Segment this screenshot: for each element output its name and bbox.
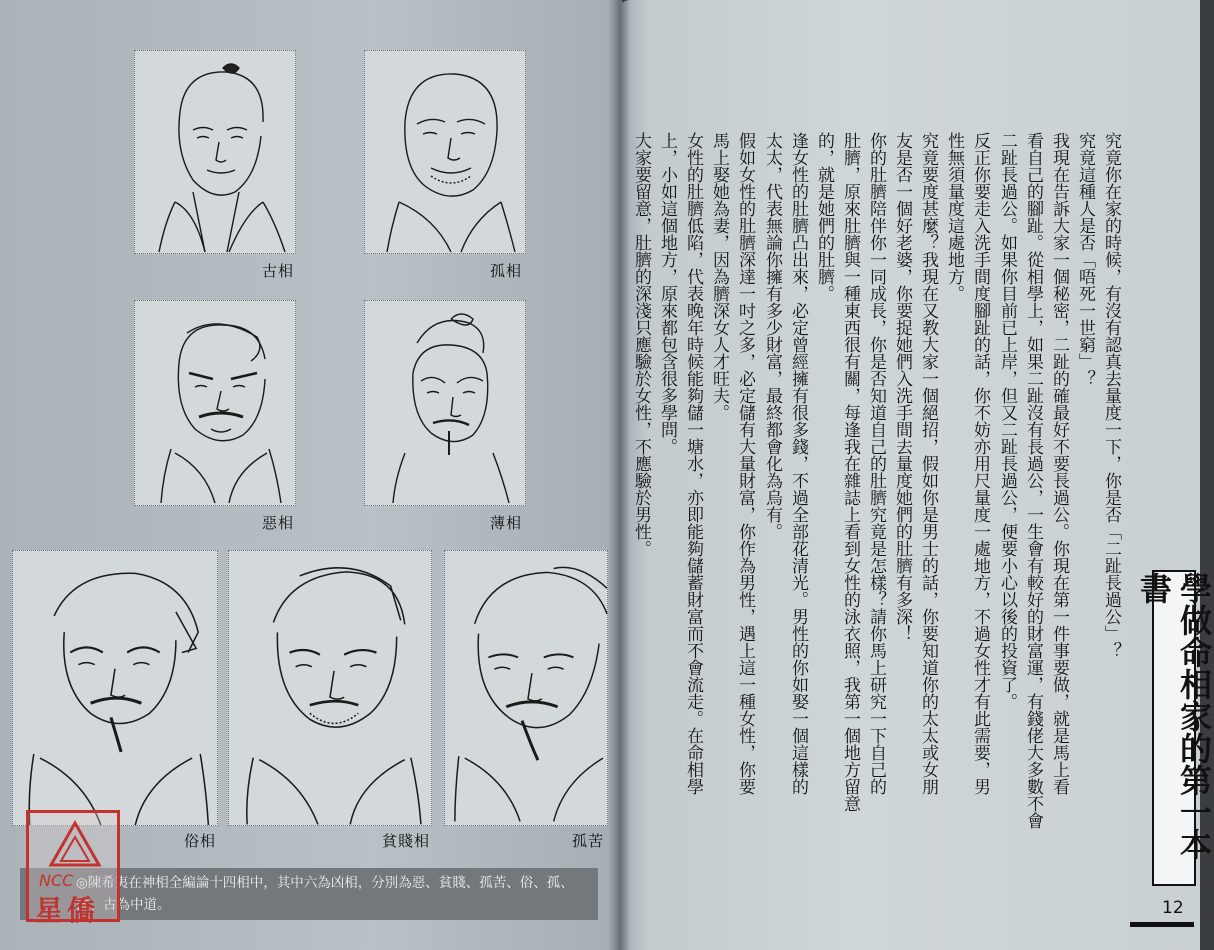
text-column: 假如女性的肚臍深達一吋之多，必定儲有大量財富，你作為男性，遇上這一種女性，你要 — [735, 132, 755, 795]
text-column: 我現在告訴大家一個秘密，二趾的確最好不要長過公。你現在第一件事要做，就是馬上看 — [1049, 132, 1069, 795]
page-number: 12 — [1162, 898, 1184, 918]
text-column: 肚臍，原來肚臍與一種東西很有關，每逢我在雜誌上看到女性的泳衣照，我第一個地方留意 — [840, 132, 860, 812]
portrait-frame-bo — [364, 300, 526, 506]
text-column: 看自己的腳趾。從相學上，如果二趾沒有長過公，一生會有較好的財富運，有錢佬大多數不會 — [1023, 132, 1043, 829]
text-column: 的，就是她們的肚臍。 — [814, 132, 834, 302]
text-column: 二趾長過公。如果你目前已上岸，但又二趾長過公，便要小心以後的投資了。 — [997, 132, 1017, 710]
page-number-rule — [1130, 922, 1194, 927]
text-column: 馬上娶她為妻，因為臍深女人才旺夫。 — [709, 132, 729, 421]
portrait-frame-guku — [444, 550, 608, 826]
portrait-frame-su — [12, 550, 218, 826]
text-column: 你的肚臍陪伴你一同成長，你是否知道自己的肚臍究竟是怎樣？請你馬上研究一下自己的 — [866, 132, 886, 795]
book-title: 學做命相家的第一本書 — [1152, 570, 1196, 886]
watermark-stamp — [26, 810, 120, 927]
portrait-drawing — [229, 551, 431, 825]
figure-caption: ◎陳希夷在神相全編論十四相中，其中六為凶相，分別為惡、貧賤、孤苦、俗、孤、薄、古為中道。 — [20, 868, 598, 920]
portrait-caption: 貧賤相 — [382, 832, 431, 850]
portrait-caption: 孤相 — [490, 262, 523, 280]
text-column: 大家要留意，肚臍的深淺只應驗於女性，不應驗於男性。 — [631, 132, 651, 557]
portrait-caption: 古相 — [262, 262, 295, 280]
portrait-drawing — [445, 551, 607, 825]
portrait-drawing — [365, 51, 525, 253]
portrait-frame-gu — [134, 50, 296, 254]
text-column: 逢女性的肚臍凸出來，必定曾經擁有很多錢，不過全部花清光。男性的你如娶一個這樣的 — [788, 132, 808, 795]
portrait-drawing — [365, 301, 525, 505]
text-column: 性無須量度這處地方。 — [944, 132, 964, 302]
portrait-caption: 薄相 — [490, 514, 523, 532]
text-column: 究竟你在家的時候，有沒有認真去量度一下，你是否「二趾長過公」？ — [1101, 132, 1121, 659]
text-column: 究竟要度甚麼？我現在又教大家一個絕招，假如你是男士的話，你要知道你的太太或女朋 — [918, 132, 938, 795]
portrait-frame-gu-solitary — [364, 50, 526, 254]
text-column: 究竟這種人是否「唔死一世窮」？ — [1075, 132, 1095, 387]
stamp-name: 星僑 — [35, 894, 100, 927]
text-column: 友是否一個好老婆，你要捉她們入洗手間去量度她們的肚臍有多深！ — [892, 132, 912, 642]
portrait-drawing — [13, 551, 217, 825]
mountain-logo-icon — [47, 819, 103, 869]
stamp-label: NCC — [39, 871, 74, 890]
portrait-caption: 孤苦 — [572, 832, 605, 850]
text-column: 女性的肚臍低陷，代表晚年時候能夠儲一塘水，亦即能夠儲蓄財富而不會流走。在命相學 — [683, 132, 703, 795]
portrait-caption: 惡相 — [262, 514, 295, 532]
portrait-drawing — [135, 301, 295, 505]
portrait-caption: 俗相 — [184, 832, 217, 850]
text-column: 太太，代表無論你擁有多少財富，最終都會化為烏有。 — [762, 132, 782, 540]
portrait-drawing — [135, 51, 295, 253]
portrait-frame-pinjian — [228, 550, 432, 826]
portrait-frame-e — [134, 300, 296, 506]
text-column: 上，小如這個地方，原來都包含很多學問。 — [657, 132, 677, 455]
text-column: 反正你要走入洗手間度腳趾的話，你不妨亦用尺量度一處地方，不過女性才有此需要，男 — [970, 132, 990, 795]
